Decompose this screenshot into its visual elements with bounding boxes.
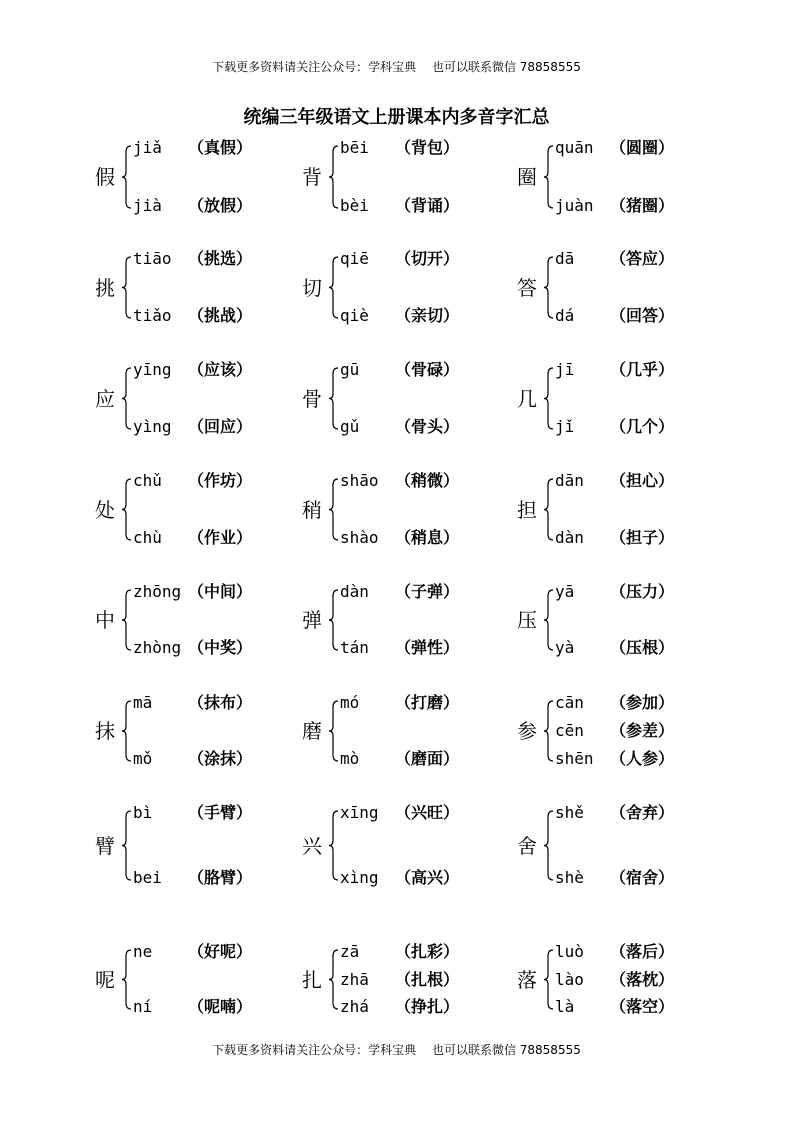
example-word: （参差） bbox=[610, 721, 675, 740]
polyphone-character: 臂 bbox=[95, 833, 115, 858]
brace-icon bbox=[543, 360, 555, 437]
pinyin-reading: bēi bbox=[340, 138, 369, 157]
example-word: （回答） bbox=[610, 306, 675, 325]
example-word: （应该） bbox=[188, 360, 253, 379]
pinyin-reading: mā bbox=[133, 693, 153, 712]
brace-icon bbox=[121, 249, 133, 326]
brace-icon bbox=[121, 803, 133, 888]
brace-icon bbox=[543, 803, 555, 888]
polyphone-character: 假 bbox=[95, 165, 115, 189]
polyphone-entry bbox=[95, 803, 265, 888]
brace-icon bbox=[543, 249, 555, 326]
polyphone-character: 处 bbox=[95, 497, 115, 522]
polyphone-entry bbox=[95, 582, 265, 658]
example-word: （作业） bbox=[188, 528, 253, 547]
example-word: （中间） bbox=[188, 582, 253, 601]
pinyin-reading: bèi bbox=[340, 196, 369, 215]
polyphone-entry bbox=[517, 942, 687, 1017]
pinyin-reading: yìng bbox=[133, 417, 172, 436]
pinyin-reading: dá bbox=[555, 306, 575, 325]
brace-icon bbox=[328, 138, 340, 216]
polyphone-character: 圈 bbox=[517, 165, 537, 189]
brace-icon bbox=[543, 693, 555, 769]
polyphone-entry bbox=[302, 582, 472, 658]
brace-icon bbox=[543, 942, 555, 1017]
example-word: （真假） bbox=[188, 138, 253, 157]
polyphone-character: 切 bbox=[302, 275, 322, 300]
pinyin-reading: yīng bbox=[133, 360, 172, 379]
polyphone-entry bbox=[517, 471, 687, 548]
example-word: （磨面） bbox=[395, 749, 460, 768]
pinyin-reading: zhā bbox=[340, 969, 369, 989]
example-word: （圆圈） bbox=[610, 138, 675, 157]
pinyin-reading: mó bbox=[340, 693, 360, 712]
brace-icon bbox=[121, 582, 133, 658]
polyphone-character: 骨 bbox=[302, 386, 322, 411]
example-word: （切开） bbox=[395, 249, 460, 268]
polyphone-entry bbox=[95, 693, 265, 769]
pinyin-reading: tiāo bbox=[133, 249, 172, 268]
pinyin-reading: bì bbox=[133, 803, 153, 822]
polyphone-entry bbox=[95, 249, 265, 326]
example-word: （几个） bbox=[610, 417, 675, 436]
polyphone-entry bbox=[517, 693, 687, 769]
pinyin-reading: bei bbox=[133, 868, 162, 887]
pinyin-reading: mò bbox=[340, 749, 360, 768]
polyphone-character: 舍 bbox=[517, 833, 537, 858]
example-word: （扎根） bbox=[395, 969, 460, 989]
pinyin-reading: shào bbox=[340, 528, 379, 547]
example-word: （舍弃） bbox=[610, 803, 675, 822]
example-word: （放假） bbox=[188, 196, 253, 215]
example-word: （胳臂） bbox=[188, 868, 253, 887]
polyphone-entry bbox=[95, 360, 265, 437]
pinyin-reading: dā bbox=[555, 249, 575, 268]
pinyin-reading: shāo bbox=[340, 471, 379, 490]
brace-icon bbox=[328, 803, 340, 888]
pinyin-reading: quān bbox=[555, 138, 594, 157]
example-word: （压根） bbox=[610, 638, 675, 657]
example-word: （子弹） bbox=[395, 582, 460, 601]
example-word: （好呢） bbox=[188, 942, 253, 961]
polyphone-character: 背 bbox=[302, 165, 322, 189]
example-word: （扎彩） bbox=[395, 942, 460, 961]
example-word: （压力） bbox=[610, 582, 675, 601]
pinyin-reading: cēn bbox=[555, 721, 584, 740]
polyphone-entry bbox=[302, 942, 472, 1017]
pinyin-reading: tán bbox=[340, 638, 369, 657]
page-footer: 下载更多资料请关注公众号：学科宝典 也可以联系微信 78858555 bbox=[212, 1043, 581, 1057]
polyphone-entry bbox=[302, 138, 472, 216]
polyphone-entry bbox=[95, 471, 265, 548]
brace-icon bbox=[328, 942, 340, 1017]
brace-icon bbox=[543, 471, 555, 548]
example-word: （打磨） bbox=[395, 693, 460, 712]
page-header: 下载更多资料请关注公众号：学科宝典 也可以联系微信 78858555 bbox=[212, 60, 581, 74]
brace-icon bbox=[121, 693, 133, 769]
example-word: （担子） bbox=[610, 528, 675, 547]
example-word: （几乎） bbox=[610, 360, 675, 379]
pinyin-reading: jià bbox=[133, 196, 162, 215]
example-word: （背诵） bbox=[395, 196, 460, 215]
polyphone-character: 弹 bbox=[302, 608, 322, 632]
pinyin-reading: là bbox=[555, 997, 575, 1016]
polyphone-entry bbox=[302, 360, 472, 437]
polyphone-entry bbox=[302, 803, 472, 888]
example-word: （回应） bbox=[188, 417, 253, 436]
pinyin-reading: jī bbox=[555, 360, 575, 379]
pinyin-reading: shè bbox=[555, 868, 584, 887]
polyphone-character: 落 bbox=[517, 967, 537, 992]
pinyin-reading: qiē bbox=[340, 249, 369, 268]
brace-icon bbox=[328, 693, 340, 769]
brace-icon bbox=[121, 138, 133, 216]
example-word: （作坊） bbox=[188, 471, 253, 490]
pinyin-reading: cān bbox=[555, 693, 584, 712]
polyphone-character: 参 bbox=[517, 719, 537, 743]
polyphone-entry bbox=[95, 942, 265, 1017]
example-word: （宿舍） bbox=[610, 868, 675, 887]
polyphone-character: 磨 bbox=[302, 719, 322, 743]
example-word: （答应） bbox=[610, 249, 675, 268]
pinyin-reading: jiǎ bbox=[133, 138, 162, 157]
brace-icon bbox=[328, 471, 340, 548]
example-word: （涂抹） bbox=[188, 749, 253, 768]
brace-icon bbox=[121, 942, 133, 1017]
example-word: （落空） bbox=[610, 997, 675, 1016]
pinyin-reading: yā bbox=[555, 582, 575, 601]
brace-icon bbox=[121, 360, 133, 437]
pinyin-reading: ne bbox=[133, 942, 153, 961]
pinyin-reading: dān bbox=[555, 471, 584, 490]
polyphone-entry bbox=[302, 249, 472, 326]
example-word: （背包） bbox=[395, 138, 460, 157]
pinyin-reading: luò bbox=[555, 942, 584, 961]
pinyin-reading: mǒ bbox=[133, 749, 153, 768]
example-word: （弹性） bbox=[395, 638, 460, 657]
example-word: （稍微） bbox=[395, 471, 460, 490]
polyphone-entry bbox=[517, 249, 687, 326]
pinyin-reading: lào bbox=[555, 969, 584, 989]
example-word: （猪圈） bbox=[610, 196, 675, 215]
brace-icon bbox=[543, 138, 555, 216]
brace-icon bbox=[328, 249, 340, 326]
example-word: （担心） bbox=[610, 471, 675, 490]
pinyin-reading: gǔ bbox=[340, 417, 360, 436]
polyphone-entry bbox=[302, 693, 472, 769]
polyphone-character: 扎 bbox=[302, 967, 322, 992]
pinyin-reading: gū bbox=[340, 360, 360, 379]
pinyin-reading: chǔ bbox=[133, 471, 162, 490]
pinyin-reading: shēn bbox=[555, 749, 594, 768]
example-word: （骨碌） bbox=[395, 360, 460, 379]
brace-icon bbox=[121, 471, 133, 548]
example-word: （挑战） bbox=[188, 306, 253, 325]
pinyin-reading: zhá bbox=[340, 997, 369, 1016]
example-word: （骨头） bbox=[395, 417, 460, 436]
pinyin-reading: dàn bbox=[340, 582, 369, 601]
example-word: （落后） bbox=[610, 942, 675, 961]
polyphone-entry bbox=[517, 138, 687, 216]
polyphone-character: 呢 bbox=[95, 967, 115, 992]
polyphone-character: 几 bbox=[517, 386, 537, 411]
pinyin-reading: dàn bbox=[555, 528, 584, 547]
polyphone-character: 应 bbox=[95, 386, 115, 411]
example-word: （挑选） bbox=[188, 249, 253, 268]
example-word: （兴旺） bbox=[395, 803, 460, 822]
pinyin-reading: juàn bbox=[555, 196, 594, 215]
polyphone-character: 答 bbox=[517, 275, 537, 300]
pinyin-reading: zhòng bbox=[133, 638, 182, 657]
pinyin-reading: shě bbox=[555, 803, 584, 822]
polyphone-character: 担 bbox=[517, 497, 537, 522]
polyphone-character: 兴 bbox=[302, 833, 322, 858]
example-word: （抹布） bbox=[188, 693, 253, 712]
pinyin-reading: zā bbox=[340, 942, 360, 961]
example-word: （落枕） bbox=[610, 969, 675, 989]
brace-icon bbox=[543, 582, 555, 658]
pinyin-reading: yà bbox=[555, 638, 575, 657]
example-word: （中奖） bbox=[188, 638, 253, 657]
polyphone-entry bbox=[517, 803, 687, 888]
page-title: 统编三年级语文上册课本内多音字汇总 bbox=[243, 107, 550, 128]
example-word: （亲切） bbox=[395, 306, 460, 325]
pinyin-reading: chù bbox=[133, 528, 162, 547]
pinyin-reading: jǐ bbox=[555, 417, 575, 436]
example-word: （人参） bbox=[610, 749, 675, 768]
example-word: （呢喃） bbox=[188, 997, 253, 1016]
polyphone-entry bbox=[95, 138, 265, 216]
pinyin-reading: qiè bbox=[340, 306, 369, 325]
example-word: （挣扎） bbox=[395, 997, 460, 1016]
example-word: （参加） bbox=[610, 693, 675, 712]
polyphone-character: 抹 bbox=[95, 719, 115, 743]
polyphone-character: 稍 bbox=[302, 497, 322, 522]
polyphone-entry bbox=[517, 582, 687, 658]
example-word: （稍息） bbox=[395, 528, 460, 547]
pinyin-reading: ní bbox=[133, 997, 153, 1016]
pinyin-reading: xìng bbox=[340, 868, 379, 887]
polyphone-character: 中 bbox=[95, 608, 115, 632]
pinyin-reading: zhōng bbox=[133, 582, 182, 601]
polyphone-entry bbox=[517, 360, 687, 437]
polyphone-entry bbox=[302, 471, 472, 548]
brace-icon bbox=[328, 582, 340, 658]
pinyin-reading: tiǎo bbox=[133, 306, 172, 325]
polyphone-character: 挑 bbox=[95, 275, 115, 300]
example-word: （手臂） bbox=[188, 803, 253, 822]
pinyin-reading: xīng bbox=[340, 803, 379, 822]
brace-icon bbox=[328, 360, 340, 437]
example-word: （高兴） bbox=[395, 868, 460, 887]
polyphone-character: 压 bbox=[517, 608, 537, 632]
